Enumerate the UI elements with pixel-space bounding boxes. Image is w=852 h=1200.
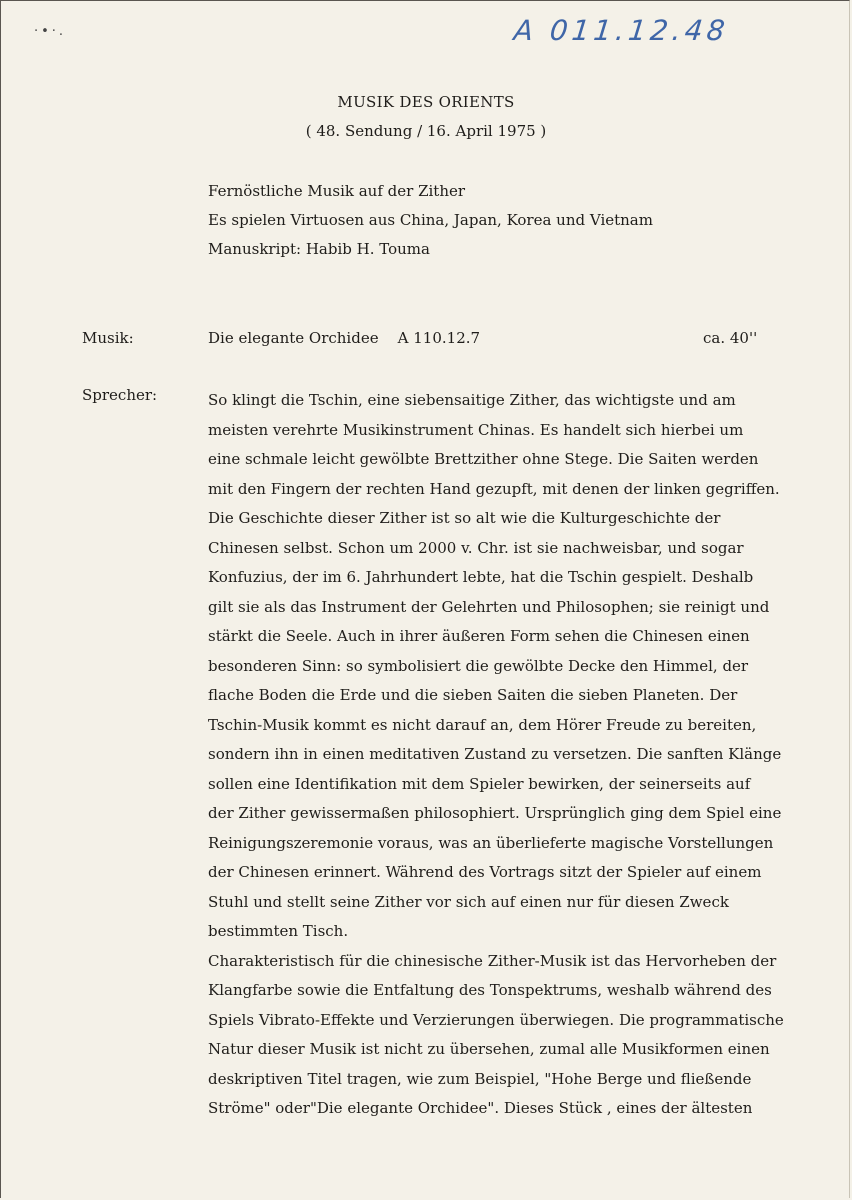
body-line: eine schmale leicht gewölbte Brettzither ohne Stege. Die Saiten werden (208, 450, 759, 468)
body-line: Chinesen selbst. Schon um 2000 v. Chr. ist sie nachweisbar, und sogar (208, 538, 744, 557)
body-line: sollen eine Identifikation mit dem Spieler bewirken, der seinerseits auf (208, 774, 751, 793)
music-duration: ca. 40'' (703, 329, 758, 347)
body-line: Ströme" oder"Die elegante Orchidee". Dieses Stück , eines der ältesten (208, 1099, 753, 1117)
intro-line: Es spielen Virtuosen aus China, Japan, Korea und Vietnam (208, 211, 653, 229)
intro-line: Fernöstliche Musik auf der Zither (208, 182, 466, 200)
body-line: stärkt die Seele. Auch in ihrer äußeren Form sehen die Chinesen einen (208, 627, 750, 645)
music-label: Musik: (82, 329, 134, 347)
body-line: sondern ihn in einen meditativen Zustand zu versetzen. Die sanften Klänge (208, 745, 782, 763)
music-title: Die elegante Orchidee A 110.12.7 (208, 329, 481, 347)
body-line: flache Boden die Erde und die sieben Saiten die sieben Planeten. Der (208, 686, 738, 704)
body-line: Stuhl und stellt seine Zither vor sich auf einen nur für diesen Zweck (208, 892, 729, 911)
body-line: Natur dieser Musik ist nicht zu übersehen, zumal alle Musikformen einen (208, 1040, 770, 1058)
body-line: Reinigungszeremonie voraus, was an überlieferte magische Vorstellungen (208, 833, 774, 852)
handwritten-archive-number: A 011.12.48 (512, 14, 731, 47)
document-subtitle: ( 48. Sendung / 16. April 1975 ) (305, 122, 547, 140)
body-line: Die Geschichte dieser Zither ist so alt wie die Kulturgeschichte der (208, 509, 721, 527)
document-title: MUSIK DES ORIENTS (337, 93, 515, 111)
body-line: der Chinesen erinnert. Während des Vortrags sitzt der Spieler auf einem (208, 863, 762, 881)
body-line: Spiels Vibrato-Effekte und Verzierungen überwiegen. Die programmatische (208, 1010, 784, 1029)
body-line: bestimmten Tisch. (208, 922, 349, 940)
corner-mark: ·•·. (34, 24, 67, 39)
body-line: der Zither gewissermaßen philosophiert. Ursprünglich ging dem Spiel eine (208, 804, 782, 822)
body-line: Konfuzius, der im 6. Jahrhundert lebte, hat die Tschin gespielt. Deshalb (208, 568, 754, 586)
body-line: Tschin-Musik kommt es nicht darauf an, dem Hörer Freude zu bereiten, (208, 715, 757, 734)
body-line: meisten verehrte Musikinstrument Chinas. Es handelt sich hierbei um (208, 420, 744, 439)
speaker-text (208, 386, 818, 1124)
body-line: deskriptiven Titel tragen, wie zum Beispiel, "Hohe Berge und fließende (208, 1069, 752, 1088)
body-line: Charakteristisch für die chinesische Zither-Musik ist das Hervorheben der (208, 951, 777, 970)
body-line: Klangfarbe sowie die Entfaltung des Tonspektrums, weshalb während des (208, 981, 772, 999)
speaker-label: Sprecher: (82, 386, 158, 404)
body-line: besonderen Sinn: so symbolisiert die gewölbte Decke den Himmel, der (208, 656, 749, 675)
body-line: mit den Fingern der rechten Hand gezupft, mit denen der linken gegriffen. (208, 479, 780, 498)
body-line: gilt sie als das Instrument der Gelehrten und Philosophen; sie reinigt und (208, 597, 770, 616)
intro-line: Manuskript: Habib H. Touma (208, 240, 430, 258)
body-line: So klingt die Tschin, eine siebensaitige Zither, das wichtigste und am (208, 391, 736, 409)
